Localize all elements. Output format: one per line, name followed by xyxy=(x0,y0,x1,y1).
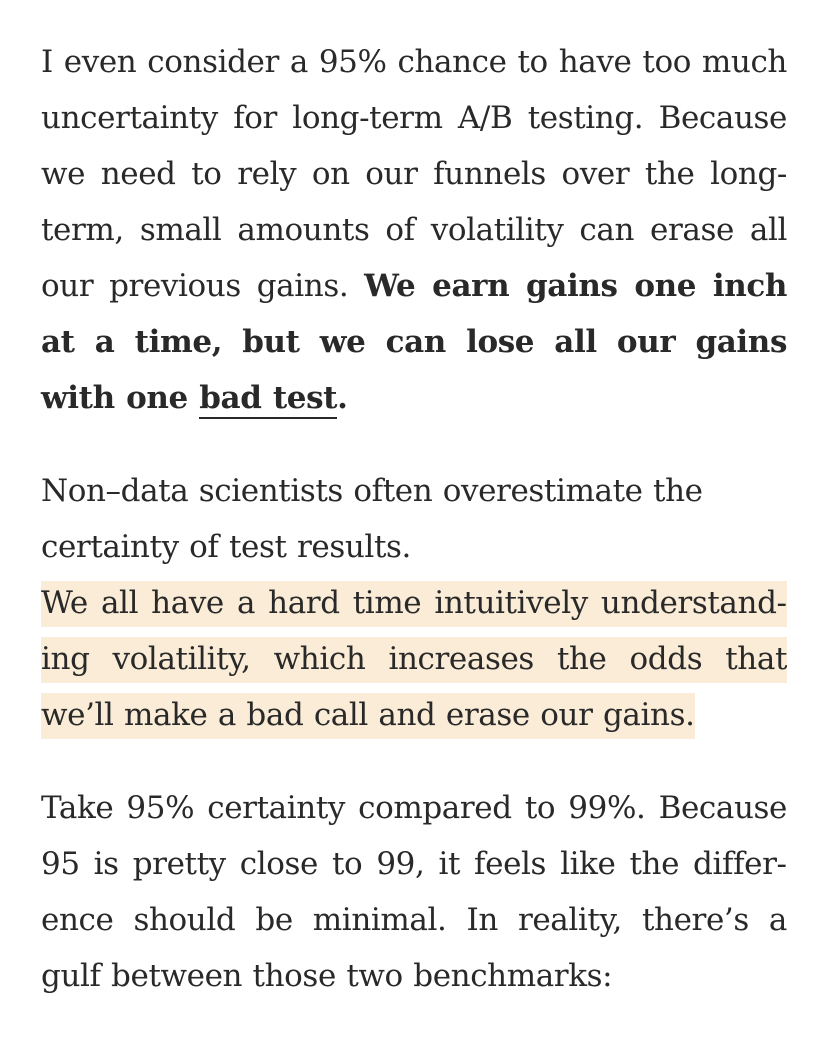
bold-text: We earn gains one inch at a time, but we can lose all our gains with one xyxy=(41,268,788,416)
paragraph-95-vs-99 xyxy=(41,780,787,1004)
highlighted-text: We all have a hard time intuitively understanding volatility, which increases the odds that we’ll make a bad call and erase our gains. xyxy=(41,581,787,739)
bad-test-link[interactable]: bad test xyxy=(199,380,337,419)
bold-period: . xyxy=(337,380,348,416)
highlight-block xyxy=(41,575,787,743)
paragraph-text: Take 95% certainty compared to 99%. Because 95 is pretty close to 99, it feels like the difference should be minimal. In reality, there’s a gulf between those two benchmarks: xyxy=(41,790,787,994)
article-body xyxy=(41,34,787,1004)
paragraph-text: Non–data scientists often overestimate the certainty of test results. xyxy=(41,473,703,565)
paragraph-ab-testing-uncertainty xyxy=(41,34,787,426)
paragraph-text: I even consider a 95% chance to have too much uncertainty for long-term A/B testing. Because we need to rely on our funnels over the long-term, small amounts of volatility can erase all our previous gains. xyxy=(41,44,787,304)
paragraph-overestimate-certainty xyxy=(41,463,787,743)
